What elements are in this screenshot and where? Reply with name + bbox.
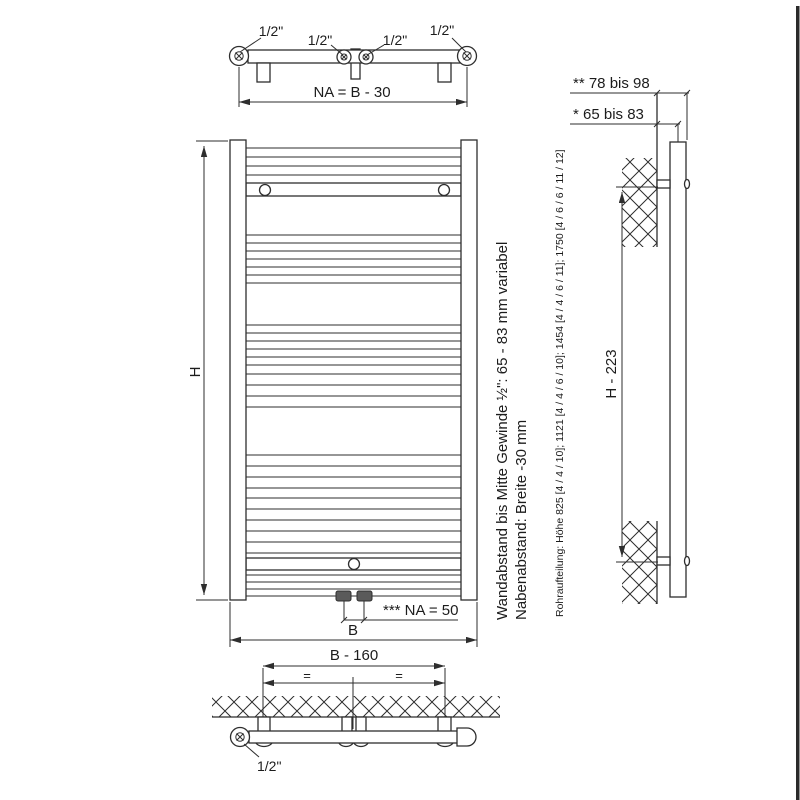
bottom-leader-line	[244, 744, 259, 757]
bottom-conn-label: 1/2"	[257, 758, 282, 774]
valve-right	[357, 591, 372, 601]
mounting-hole-icon	[260, 185, 271, 196]
valve-left	[336, 591, 351, 601]
note-tube-layout: Rohraufteilung: Höhe 825 [4 / 4 / 10]; 1121 [4 / 4 / 6 / 10]; 1454 [4 / 4 / 6 / 11]; 1750 [4 / 6 / 6 / 11 / 12]	[554, 149, 566, 617]
top-view-bracket-right	[438, 63, 451, 82]
top-view-bar	[248, 50, 462, 63]
bracket-height-label: H - 223	[603, 349, 620, 399]
equal-right-label: =	[395, 668, 403, 683]
bracket-boss-top	[685, 180, 690, 189]
scan-edge-border	[796, 6, 800, 800]
bottom-view-bar	[249, 731, 459, 743]
top-conn-label-1: 1/2"	[258, 23, 284, 39]
side-bracket-bottom	[657, 557, 670, 565]
wall-hatch-top	[622, 158, 657, 247]
outer-dim-label: ** 78 bis 98	[573, 75, 650, 92]
top-conn-label-4: 1/2"	[429, 22, 455, 38]
bracket-tube-band	[246, 183, 461, 196]
outer-dim-ticks	[654, 90, 690, 140]
note-wall-distance: Wandabstand bis Mitte Gewinde ½": 65 - 83 mm variabel	[494, 241, 511, 620]
tube-lines	[246, 148, 461, 596]
top-view	[230, 22, 477, 107]
fitting-mid-right-icon	[359, 50, 373, 64]
fitting-right-icon	[458, 47, 477, 66]
top-conn-label-3: 1/2"	[382, 32, 408, 48]
equal-left-label: =	[303, 668, 311, 683]
collector-right	[461, 140, 477, 600]
note-hub-distance: Nabenabstand: Breite -30 mm	[513, 419, 530, 620]
mounting-hole-icon	[439, 185, 450, 196]
side-profile	[670, 142, 686, 597]
bracket-boss-bottom	[685, 557, 690, 566]
collector-left	[230, 140, 246, 600]
width-dim-label: B	[347, 622, 359, 639]
wall-hatch-bottom	[212, 696, 500, 717]
hub-dim-label: NA = B - 30	[313, 84, 391, 101]
mounting-hole-icon	[349, 559, 360, 570]
fitting-bottom-icon	[231, 728, 250, 747]
na50-label: *** NA = 50	[383, 602, 459, 619]
annotations	[494, 149, 566, 620]
front-view	[187, 140, 477, 729]
bracket-dim-label: B - 160	[329, 647, 379, 664]
bottom-view	[212, 696, 500, 774]
top-conn-label-2: 1/2"	[307, 32, 333, 48]
side-bracket-top	[657, 180, 670, 188]
bottom-end-cap	[457, 728, 476, 746]
fitting-left-icon	[230, 47, 249, 66]
side-view	[570, 75, 690, 604]
center-dim-label: * 65 bis 83	[573, 106, 644, 123]
height-dim-label: H	[187, 366, 204, 378]
top-view-bracket-left	[257, 63, 270, 82]
